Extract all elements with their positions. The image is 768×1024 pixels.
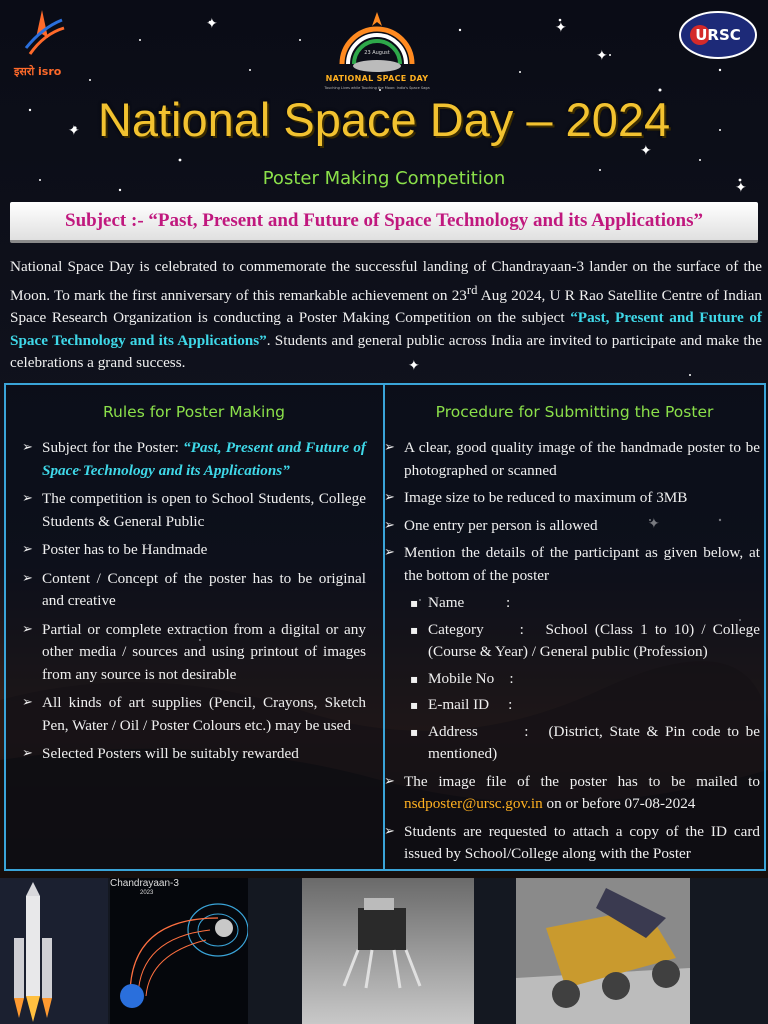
svg-text:✦: ✦ (596, 48, 608, 64)
procedure-heading: Procedure for Submitting the Poster (435, 403, 714, 421)
nsd-title: NATIONAL SPACE DAY (325, 74, 429, 83)
intro-part1: National Space Day is celebrated to commemorate the successful landing of Chandrayaan-3 lander on the surface of the Moon. To mark the first anniversary of this remarkable achievement on 23 (10, 258, 762, 304)
isro-text: इसरो isro (14, 65, 62, 78)
national-space-day-logo (322, 8, 432, 94)
nsd-date: 23 August (364, 50, 390, 56)
rule-item: ➢ Content / Concept of the poster has to be original and creative (22, 568, 366, 613)
rules-procedure-panel (4, 383, 766, 871)
svg-text:✦: ✦ (735, 180, 747, 196)
procedure-item-mail (384, 771, 760, 816)
participant-field-email: ▪ E-mail ID : (398, 694, 760, 717)
orbit-caption: Chandrayaan-3 (110, 878, 179, 889)
rule-item: ➢ Partial or complete extraction from a digital or any other media / sources and using printout of images from any source is not desirable (22, 619, 366, 687)
svg-text:✦: ✦ (68, 123, 80, 139)
rule-item-subject (22, 437, 366, 482)
rule-item: ➢ All kinds of art supplies (Pencil, Crayons, Sketch Pen, Water / Oil / Poster Colours etc.) may be used (22, 692, 366, 737)
orbit-icon (110, 878, 248, 1024)
lander-image (302, 878, 474, 1024)
intro-part2: Aug 2024, U R Rao Satellite Centre of Indian Space Research Organization is conducting a Poster Making Competition on the subject (10, 286, 762, 327)
rover-icon (516, 878, 690, 1024)
rocket-emblem-icon (6, 8, 78, 64)
bottom-image-strip (0, 878, 768, 1024)
svg-text:✦: ✦ (555, 20, 567, 36)
participant-field-category: ▪ Category : School (Class 1 to 10) / College (Course & Year) / General public (Profession) (398, 619, 760, 664)
rules-heading: Rules for Poster Making (102, 403, 286, 421)
rule-item: ➢ Selected Posters will be suitably rewarded (22, 743, 366, 766)
rocket-image (0, 878, 108, 1024)
procedure-list (384, 437, 764, 866)
rule-item: ➢ The competition is open to School Students, College Students & General Public (22, 488, 366, 533)
lander-icon (302, 878, 474, 1024)
procedure-column (384, 437, 764, 866)
procedure-item: ➢ Mention the details of the participant as given below, at the bottom of the poster (384, 542, 760, 587)
ursc-text: URSC (695, 26, 741, 44)
procedure-item: ➢ One entry per person is allowed (384, 515, 760, 538)
moon-emblem-icon (322, 8, 432, 72)
mail-prefix: The image file of the poster has to be mailed to (404, 772, 760, 790)
subject-banner (10, 202, 758, 243)
svg-text:✦: ✦ (408, 358, 420, 374)
participant-field-name: ▪ Name : (398, 592, 760, 615)
procedure-item: ➢ Students are requested to attach a copy of the ID card issued by School/College along with the Poster (384, 821, 760, 866)
mail-suffix: on or before 07-08-2024 (542, 795, 696, 812)
page-title: National Space Day – 2024 (97, 93, 671, 146)
intro-paragraph (10, 256, 762, 375)
mail-address-link[interactable]: nsdposter@ursc.gov.in (404, 795, 543, 812)
rule-item: ➢ Poster has to be Handmade (22, 539, 366, 562)
nsd-tagline: Touching Lives while Touching the Moon: India's Space Saga (324, 86, 430, 90)
rule-subject-prefix: Subject for the Poster: (42, 439, 184, 456)
rules-column (22, 437, 366, 766)
svg-text:✦: ✦ (206, 16, 218, 32)
isro-logo (6, 8, 78, 78)
subject-text: Subject :- “Past, Present and Future of Space Technology and its Applications” (65, 210, 703, 231)
intro-sup: rd (466, 282, 478, 297)
participant-field-mobile: ▪ Mobile No : (398, 668, 760, 691)
rules-list (22, 437, 366, 766)
rover-image (516, 878, 690, 1024)
page-subtitle: Poster Making Competition (262, 168, 506, 189)
intro-part3: . Students and general public across India are invited to participate and make the celebrations a grand success. (10, 331, 762, 372)
orbit-diagram-image (110, 878, 248, 1024)
procedure-item: ➢ A clear, good quality image of the handmade poster to be photographed or scanned (384, 437, 760, 482)
svg-text:✦: ✦ (640, 143, 652, 159)
ursc-logo (678, 10, 758, 60)
intro-highlight: “Past, Present and Future of Space Technology and its Applications” (10, 309, 762, 349)
orbit-year: 2023 (140, 890, 154, 896)
participant-field-address: ▪ Address : (District, State & Pin code to be mentioned) (398, 721, 760, 766)
rule-subject-value: “Past, Present and Future of Space Technology and its Applications” (42, 439, 366, 479)
rocket-icon (0, 878, 108, 1024)
procedure-item: ➢ Image size to be reduced to maximum of 3MB (384, 487, 760, 510)
